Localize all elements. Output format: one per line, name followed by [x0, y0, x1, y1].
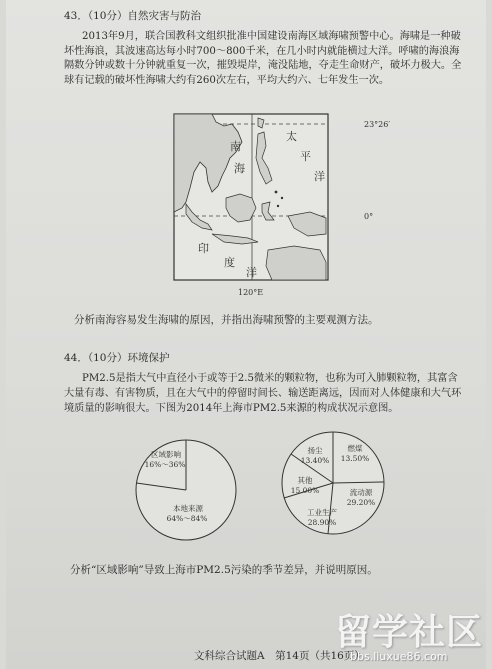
longitude-120e-label: 120°E [238, 288, 264, 297]
question-44-prompt: 分析“区域影响”导致上海市PM2.5污染的季节差异，并说明原因。 [70, 564, 378, 576]
pie1-slice1-value: 16%～36% [144, 460, 186, 469]
map-svg [172, 112, 362, 284]
map-label-yang2: 洋 [246, 266, 257, 279]
pie2-s2-value: 13.50% [340, 454, 370, 463]
question-44-header: 44．（10分）环境保护 [64, 352, 170, 364]
watermark-logo: 留学社区 [335, 612, 484, 653]
exam-page [6, 0, 486, 669]
pie1-slice2-name: 本地来源 [173, 504, 203, 513]
map-label-yang1: 洋 [314, 170, 325, 183]
watermark-url: bbs.liuxue86.com [350, 650, 448, 663]
map-label-yin: 印 [198, 242, 209, 255]
latitude-23-26-label: 23°26′ [364, 120, 391, 129]
pie2-s4-name: 流动源 [349, 488, 373, 497]
pie-chart-source-split [134, 438, 238, 542]
south-china-sea-map [172, 112, 362, 284]
pie2-s2-name: 燃煤 [347, 444, 363, 453]
pie2-s1-name: 扬尘 [307, 446, 323, 455]
map-label-hai: 海 [234, 162, 245, 175]
map-label-nan: 南 [230, 140, 241, 153]
pie2-s5-value: 28.90% [307, 518, 337, 527]
map-label-du: 度 [224, 256, 235, 269]
pie2-s4-value: 29.20% [346, 498, 376, 507]
page-footer: 文科综合试题A 第14页（共16页） [194, 650, 365, 662]
pie2-s3-name: 其他 [297, 476, 313, 485]
pie-chart-local-sources [280, 430, 386, 536]
australia [266, 246, 326, 280]
map-label-tai: 太 [286, 130, 297, 143]
question-43-body: 2013年9月，联合国教科文组织批准中国建设南海区域海啸预警中心。海啸是一种破坏性海浪，其波速高达每小时700～800千米，在几小时内就能横过大洋。呼啸的海浪海隔数分钟或数十分钟就重复一次，摧毁堤岸，淹没陆地，夺走生命财产，破坏力极大。全球有记载的破坏性海啸大约有260次左右，平均大约六、七年发生一次。 [64, 31, 462, 86]
pie2-s5-name: 工业生产 [307, 508, 337, 517]
question-43-header: 43．（10分）自然灾害与防治 [64, 10, 201, 22]
latitude-0-label: 0° [364, 212, 374, 221]
pie2-s3-value: 15.00% [290, 486, 320, 495]
pie1-slice1-name: 区域影响 [151, 450, 181, 459]
pie2-s1-value: 13.40% [300, 456, 330, 465]
question-43-prompt: 分析南海容易发生海啸的原因，并指出海啸预警的主要观测方法。 [74, 314, 379, 326]
question-44-body: PM2.5是指大气中直径小于或等于2.5微米的颗粒物，也称为可入肺颗粒物，其富含大量有毒、有害物质，且在大气中的停留时间长、输送距离远，因而对人体健康和大气环境质量的影响很大。下图为2014年上海市PM2.5来源的构成状况示意图。 [64, 373, 462, 414]
map-label-ping: 平 [300, 150, 311, 163]
pie1-slice2-value: 64%～84% [166, 514, 208, 523]
